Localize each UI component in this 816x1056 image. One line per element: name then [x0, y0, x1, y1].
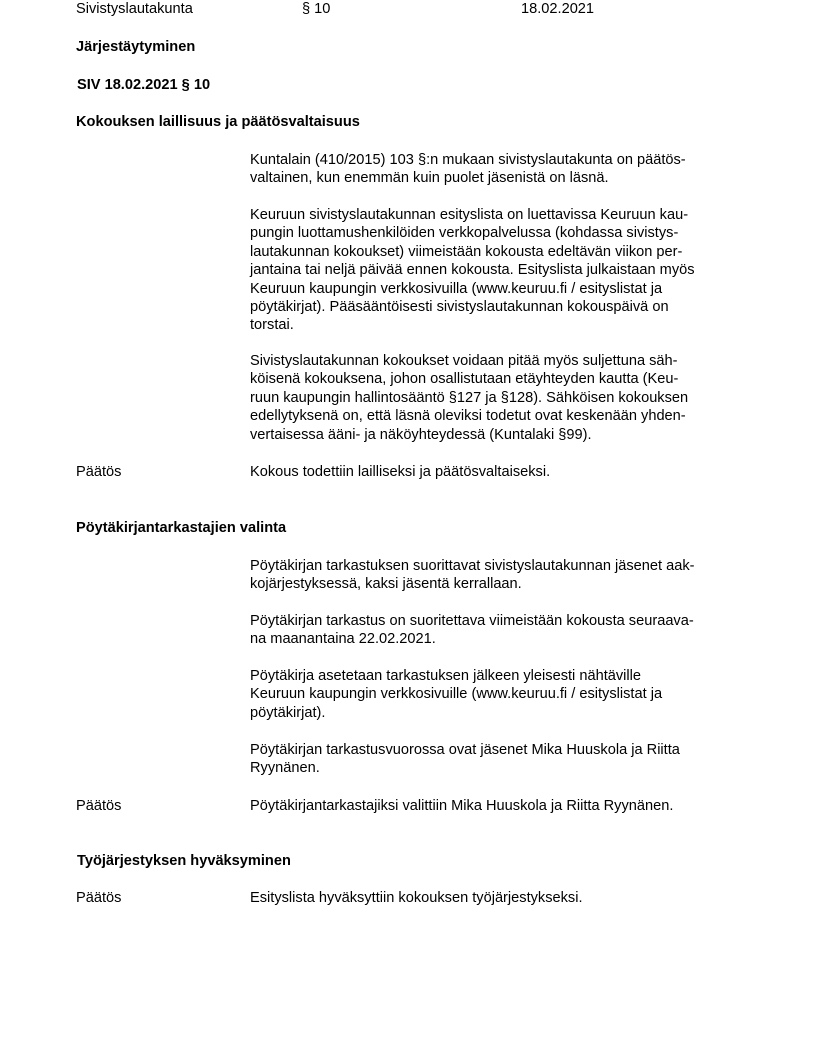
paragraph-line: ruun kaupungin hallintosääntö §127 ja §128). Sähköisen kokouksen — [250, 389, 689, 406]
paragraph-line: pungin luottamushenkilöiden verkkopalvelussa (kohdassa sivistys- — [250, 225, 679, 242]
paragraph-line: Pöytäkirjan tarkastuksen suorittavat sivistyslautakunnan jäsenet aak- — [250, 558, 695, 574]
paragraph-line: torstai. — [250, 317, 294, 334]
section-checkers-paragraph-1 — [250, 557, 750, 594]
decision-text: Esityslista hyväksyttiin kokouksen työjärjestykseksi. — [250, 890, 583, 906]
paragraph-line: pöytäkirjat). Pääsääntöisesti sivistyslautakunnan kokouspäivä on — [250, 298, 669, 315]
section-heading-legality: Kokouksen laillisuus ja päätösvaltaisuus — [76, 114, 360, 130]
paragraph-line: kojärjestyksessä, kaksi jäsentä kerrallaan. — [250, 576, 522, 593]
paragraph-line: Sivistyslautakunnan kokoukset voidaan pitää myös suljettuna säh- — [250, 353, 678, 369]
paragraph-line: Ryynänen. — [250, 760, 320, 777]
decision-label: Päätös — [76, 798, 122, 814]
section-legality-paragraph-3 — [250, 352, 750, 444]
paragraph-line: na maanantaina 22.02.2021. — [250, 631, 436, 648]
paragraph-line: Kuntalain (410/2015) 103 §:n mukaan sivistyslautakunta on päätös- — [250, 152, 686, 168]
page-title: Järjestäytyminen — [76, 39, 196, 55]
paragraph-line: lautakunnan kokoukset) viimeistään kokousta edeltävän viikon per- — [250, 243, 683, 260]
decision-text: Pöytäkirjantarkastajiksi valittiin Mika Huuskola ja Riitta Ryynänen. — [250, 798, 674, 814]
decision-label: Päätös — [76, 464, 122, 480]
paragraph-line: edellytyksenä on, että läsnä oleviksi todetut ovat keskenään yhden- — [250, 408, 686, 425]
paragraph-line: pöytäkirjat). — [250, 704, 326, 721]
section-checkers-paragraph-2 — [250, 612, 750, 649]
section-legality-paragraph-2 — [250, 206, 750, 335]
header-body-name: Sivistyslautakunta — [76, 1, 193, 17]
decision-text: Kokous todettiin lailliseksi ja päätösvaltaiseksi. — [250, 464, 551, 480]
section-heading-agenda-approval: Työjärjestyksen hyväksyminen — [77, 853, 291, 869]
paragraph-line: Keuruun kaupungin verkkosivuille (www.keuruu.fi / esityslistat ja — [250, 686, 663, 703]
paragraph-line: Pöytäkirjan tarkastus on suoritettava viimeistään kokousta seuraava- — [250, 613, 694, 629]
paragraph-line: valtainen, kun enemmän kuin puolet jäsenistä on läsnä. — [250, 170, 609, 187]
decision-label: Päätös — [76, 890, 122, 906]
header-section-number: § 10 — [302, 1, 331, 17]
header-date: 18.02.2021 — [521, 1, 595, 17]
section-heading-minutes-checkers: Pöytäkirjantarkastajien valinta — [76, 520, 287, 536]
section-checkers-paragraph-3 — [250, 667, 750, 722]
paragraph-line: Keuruun kaupungin verkkosivuilla (www.keuruu.fi / esityslistat ja — [250, 280, 663, 297]
paragraph-line: Pöytäkirjan tarkastusvuorossa ovat jäsenet Mika Huuskola ja Riitta — [250, 742, 680, 758]
paragraph-line: jantaina tai neljä päivää ennen kokousta. Esityslista julkaistaan myös — [250, 262, 695, 279]
meeting-reference: SIV 18.02.2021 § 10 — [77, 77, 211, 93]
paragraph-line: köisenä kokouksena, johon osallistutaan etäyhteyden kautta (Keu- — [250, 371, 679, 388]
paragraph-line: Keuruun sivistyslautakunnan esityslista on luettavissa Keuruun kau- — [250, 207, 689, 223]
section-legality-paragraph-1 — [250, 151, 750, 188]
paragraph-line: Pöytäkirja asetetaan tarkastuksen jälkeen yleisesti nähtäville — [250, 668, 642, 684]
paragraph-line: vertaisessa ääni- ja näköyhteydessä (Kuntalaki §99). — [250, 426, 592, 443]
section-checkers-paragraph-4 — [250, 741, 750, 778]
